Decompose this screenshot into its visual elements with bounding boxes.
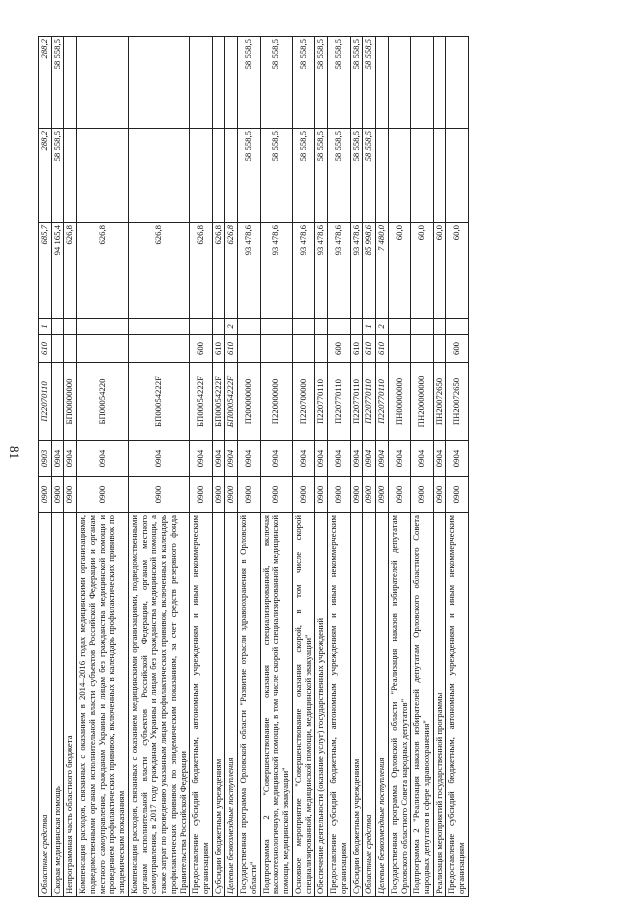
target-code: П220770110	[328, 363, 350, 441]
amount-year-2	[128, 129, 189, 223]
row-name: Непрограммная часть областного бюджета	[64, 513, 77, 897]
target-code: БП00054222F	[225, 363, 238, 441]
budget-table-container	[38, 37, 612, 897]
table-row	[388, 37, 410, 897]
subsection-code: 0904	[363, 441, 376, 477]
expense-type-code: 610	[376, 335, 389, 363]
rzpr-code: 0900	[388, 477, 410, 513]
amount-year-3	[411, 37, 433, 129]
amount-year-3	[433, 37, 446, 129]
row-name: Предоставление субсидий бюджетным, автономным учреждениям и иным некоммерческим организациям	[328, 513, 350, 897]
amount-year-2: 58 558,5	[238, 129, 260, 223]
amount-year-2: 58 558,5	[315, 129, 328, 223]
expense-type-code: 600	[190, 335, 212, 363]
rzpr-code: 0900	[77, 477, 129, 513]
amount-year-2	[433, 129, 446, 223]
target-code: ПН200000000	[411, 363, 433, 441]
amount-year-1: 93 478,6	[238, 223, 260, 319]
source-code	[238, 319, 260, 335]
amount-year-1: 85 998,6	[363, 223, 376, 319]
row-name: Компенсация расходов, связанных с оказанием в 2014–2016 годах медицинскими организациями, подведомственными органам исполнительной власти субъектов Российской Федерации и органам местного самоуправления, гражданам Украины и лицам без гражданства медицинской помощи и проведением профилактических прививок, включенных в календарь профилактических прививок по эпидемическим показаниям	[77, 513, 129, 897]
amount-year-3: 58 558,5	[315, 37, 328, 129]
table-row	[238, 37, 260, 897]
source-code	[212, 319, 225, 335]
table-row	[315, 37, 328, 897]
table-row	[260, 37, 292, 897]
amount-year-2	[225, 129, 238, 223]
expense-type-code	[64, 335, 77, 363]
amount-year-1: 93 478,6	[260, 223, 292, 319]
source-code	[260, 319, 292, 335]
source-code	[190, 319, 212, 335]
expense-type-code: 610	[363, 335, 376, 363]
row-name: Субсидии бюджетным учреждениям	[350, 513, 363, 897]
source-code	[128, 319, 189, 335]
expense-type-code	[388, 335, 410, 363]
rzpr-code: 0900	[350, 477, 363, 513]
table-row	[39, 37, 52, 897]
amount-year-1: 93 478,6	[315, 223, 328, 319]
amount-year-2: 58 558,5	[363, 129, 376, 223]
rzpr-code: 0900	[51, 477, 64, 513]
expense-type-code: 610	[39, 335, 52, 363]
amount-year-1: 626,8	[225, 223, 238, 319]
rzpr-code: 0900	[212, 477, 225, 513]
source-code: 1	[39, 319, 52, 335]
row-name: Предоставление субсидий бюджетным, автономным учреждениям и иным некоммерческим организациям	[190, 513, 212, 897]
target-code: П200000000	[238, 363, 260, 441]
row-name: Государственная программа Орловской области "Реализация наказов избирателей депутатам Орловского областного Совета народных депутатов"	[388, 513, 410, 897]
table-row	[128, 37, 189, 897]
rzpr-code: 0900	[64, 477, 77, 513]
amount-year-2	[64, 129, 77, 223]
amount-year-2: 58 558,5	[51, 129, 64, 223]
rzpr-code: 0900	[446, 477, 468, 513]
page-number: 81	[7, 446, 22, 459]
amount-year-2	[212, 129, 225, 223]
rzpr-code: 0900	[433, 477, 446, 513]
amount-year-1: 626,8	[190, 223, 212, 319]
target-code: ПН20072650	[433, 363, 446, 441]
target-code: БП00054222F	[212, 363, 225, 441]
source-code	[388, 319, 410, 335]
row-name: Целевые безвозмездные поступления	[376, 513, 389, 897]
rzpr-code: 0900	[260, 477, 292, 513]
amount-year-3: 288,2	[39, 37, 52, 129]
subsection-code: 0904	[292, 441, 314, 477]
subsection-code: 0904	[64, 441, 77, 477]
amount-year-1: 94 165,4	[51, 223, 64, 319]
amount-year-1: 60,0	[433, 223, 446, 319]
source-code: 1	[363, 319, 376, 335]
expense-type-code	[128, 335, 189, 363]
source-code: 2	[376, 319, 389, 335]
subsection-code: 0904	[350, 441, 363, 477]
row-name: Скорая медицинская помощь	[51, 513, 64, 897]
subsection-code: 0904	[376, 441, 389, 477]
expense-type-code: 600	[446, 335, 468, 363]
source-code	[328, 319, 350, 335]
amount-year-3: 58 558,5	[51, 37, 64, 129]
amount-year-3: 58 558,5	[328, 37, 350, 129]
amount-year-3: 58 558,5	[238, 37, 260, 129]
table-row	[225, 37, 238, 897]
rzpr-code: 0900	[238, 477, 260, 513]
rzpr-code: 0900	[190, 477, 212, 513]
target-code: БП00000000	[64, 363, 77, 441]
subsection-code: 0904	[190, 441, 212, 477]
budget-table	[38, 36, 469, 897]
amount-year-2	[411, 129, 433, 223]
amount-year-1: 626,8	[64, 223, 77, 319]
source-code	[51, 319, 64, 335]
expense-type-code	[77, 335, 129, 363]
rzpr-code: 0900	[315, 477, 328, 513]
amount-year-3	[64, 37, 77, 129]
amount-year-2	[446, 129, 468, 223]
amount-year-1: 626,8	[77, 223, 129, 319]
table-row	[190, 37, 212, 897]
table-row	[363, 37, 376, 897]
expense-type-code	[411, 335, 433, 363]
target-code: П220700000	[292, 363, 314, 441]
row-name: Компенсация расходов, связанных с оказанием медицинскими организациями, подведомственными органам исполнительной власти субъектов Российской Федерации, органам местного самоуправления, в 2017 году гражданам Украины и лицам без гражданства медицинской помощи, а также затрат по проведению указанным лицам профилактических прививок, включенных в календарь профилактических прививок по эпидемическим показаниям, за счет средств резервного фонда Правительства Российской Федерации	[128, 513, 189, 897]
table-row	[77, 37, 129, 897]
target-code: БП00054220	[77, 363, 129, 441]
amount-year-2	[388, 129, 410, 223]
source-code	[411, 319, 433, 335]
target-code: П220770110	[376, 363, 389, 441]
subsection-code: 0904	[411, 441, 433, 477]
amount-year-3	[376, 37, 389, 129]
target-code	[51, 363, 64, 441]
subsection-code: 0904	[260, 441, 292, 477]
table-row	[64, 37, 77, 897]
rzpr-code: 0900	[292, 477, 314, 513]
target-code: П220770110	[350, 363, 363, 441]
amount-year-3	[446, 37, 468, 129]
amount-year-2: 58 558,5	[292, 129, 314, 223]
table-row	[350, 37, 363, 897]
rzpr-code: 0900	[225, 477, 238, 513]
expense-type-code	[433, 335, 446, 363]
amount-year-3	[225, 37, 238, 129]
subsection-code: 0904	[225, 441, 238, 477]
amount-year-2: 58 558,5	[328, 129, 350, 223]
amount-year-1: 93 478,6	[328, 223, 350, 319]
amount-year-1: 93 478,6	[350, 223, 363, 319]
row-name: Основное мероприятие "Совершенствование оказания скорой, в том числе скорой специализированной, медицинской помощи, медицинской эвакуации"	[292, 513, 314, 897]
rzpr-code: 0900	[328, 477, 350, 513]
expense-type-code: 600	[328, 335, 350, 363]
amount-year-3	[190, 37, 212, 129]
table-row	[292, 37, 314, 897]
amount-year-3	[128, 37, 189, 129]
table-row	[212, 37, 225, 897]
amount-year-1: 60,0	[446, 223, 468, 319]
row-name: Подпрограмма 2 "Реализация наказов избирателей депутатам Орловского областного Совета народных депутатов в сфере здравоохранения"	[411, 513, 433, 897]
row-name: Областные средства	[363, 513, 376, 897]
table-row	[328, 37, 350, 897]
amount-year-1: 626,8	[212, 223, 225, 319]
rzpr-code: 0900	[411, 477, 433, 513]
subsection-code: 0904	[315, 441, 328, 477]
subsection-code: 0903	[39, 441, 52, 477]
expense-type-code	[292, 335, 314, 363]
amount-year-3: 58 558,5	[350, 37, 363, 129]
amount-year-1: 60,0	[411, 223, 433, 319]
amount-year-1: 626,8	[128, 223, 189, 319]
amount-year-1: 685,7	[39, 223, 52, 319]
amount-year-3	[212, 37, 225, 129]
row-name: Областные средства	[39, 513, 52, 897]
target-code: П220770110	[315, 363, 328, 441]
row-name: Целевые безвозмездные поступления	[225, 513, 238, 897]
amount-year-3	[388, 37, 410, 129]
source-code	[315, 319, 328, 335]
table-row	[433, 37, 446, 897]
expense-type-code	[260, 335, 292, 363]
target-code: ПН00000000	[388, 363, 410, 441]
rzpr-code: 0900	[128, 477, 189, 513]
subsection-code: 0904	[212, 441, 225, 477]
row-name: Реализация мероприятий государственной программы	[433, 513, 446, 897]
amount-year-2: 288,2	[39, 129, 52, 223]
amount-year-2: 58 558,5	[350, 129, 363, 223]
amount-year-3: 58 558,5	[260, 37, 292, 129]
expense-type-code	[315, 335, 328, 363]
subsection-code: 0904	[238, 441, 260, 477]
expense-type-code	[238, 335, 260, 363]
target-code: БП00054222F	[128, 363, 189, 441]
target-code: ПН20072650	[446, 363, 468, 441]
subsection-code: 0904	[328, 441, 350, 477]
source-code	[64, 319, 77, 335]
rzpr-code: 0900	[363, 477, 376, 513]
subsection-code: 0904	[51, 441, 64, 477]
table-row	[376, 37, 389, 897]
amount-year-2: 58 558,5	[260, 129, 292, 223]
amount-year-1: 60,0	[388, 223, 410, 319]
row-name: Подпрограмма 2 "Совершенствование оказания специализированной, включая высокотехнологичную, медицинской помощи, в том числе скорой специализированной медицинской помощи, медицинской эвакуации"	[260, 513, 292, 897]
subsection-code: 0904	[128, 441, 189, 477]
source-code	[350, 319, 363, 335]
amount-year-2	[190, 129, 212, 223]
subsection-code: 0904	[77, 441, 129, 477]
expense-type-code: 610	[350, 335, 363, 363]
expense-type-code: 610	[212, 335, 225, 363]
table-row	[446, 37, 468, 897]
row-name: Субсидии бюджетным учреждениям	[212, 513, 225, 897]
rzpr-code: 0900	[376, 477, 389, 513]
source-code	[433, 319, 446, 335]
row-name: Предоставление субсидий бюджетным, автономным учреждениям и иным некоммерческим организациям	[446, 513, 468, 897]
amount-year-3	[77, 37, 129, 129]
amount-year-2	[376, 129, 389, 223]
source-code: 2	[225, 319, 238, 335]
amount-year-3: 58 558,5	[292, 37, 314, 129]
amount-year-1: 93 478,6	[292, 223, 314, 319]
table-row	[51, 37, 64, 897]
source-code	[446, 319, 468, 335]
row-name: Обеспечение деятельности (оказание услуг) государственных учреждений	[315, 513, 328, 897]
table-row	[411, 37, 433, 897]
subsection-code: 0904	[446, 441, 468, 477]
target-code: П22070110	[39, 363, 52, 441]
amount-year-1: 7 480,0	[376, 223, 389, 319]
subsection-code: 0904	[433, 441, 446, 477]
row-name: Государственная программа Орловской области "Развитие отрасли здравоохранения в Орловской области"	[238, 513, 260, 897]
amount-year-2	[77, 129, 129, 223]
subsection-code: 0904	[388, 441, 410, 477]
target-code: БП00054222F	[190, 363, 212, 441]
source-code	[77, 319, 129, 335]
amount-year-3: 58 558,5	[363, 37, 376, 129]
expense-type-code: 610	[225, 335, 238, 363]
expense-type-code	[51, 335, 64, 363]
rzpr-code: 0900	[39, 477, 52, 513]
target-code: П220000000	[260, 363, 292, 441]
source-code	[292, 319, 314, 335]
target-code: П220770110	[363, 363, 376, 441]
